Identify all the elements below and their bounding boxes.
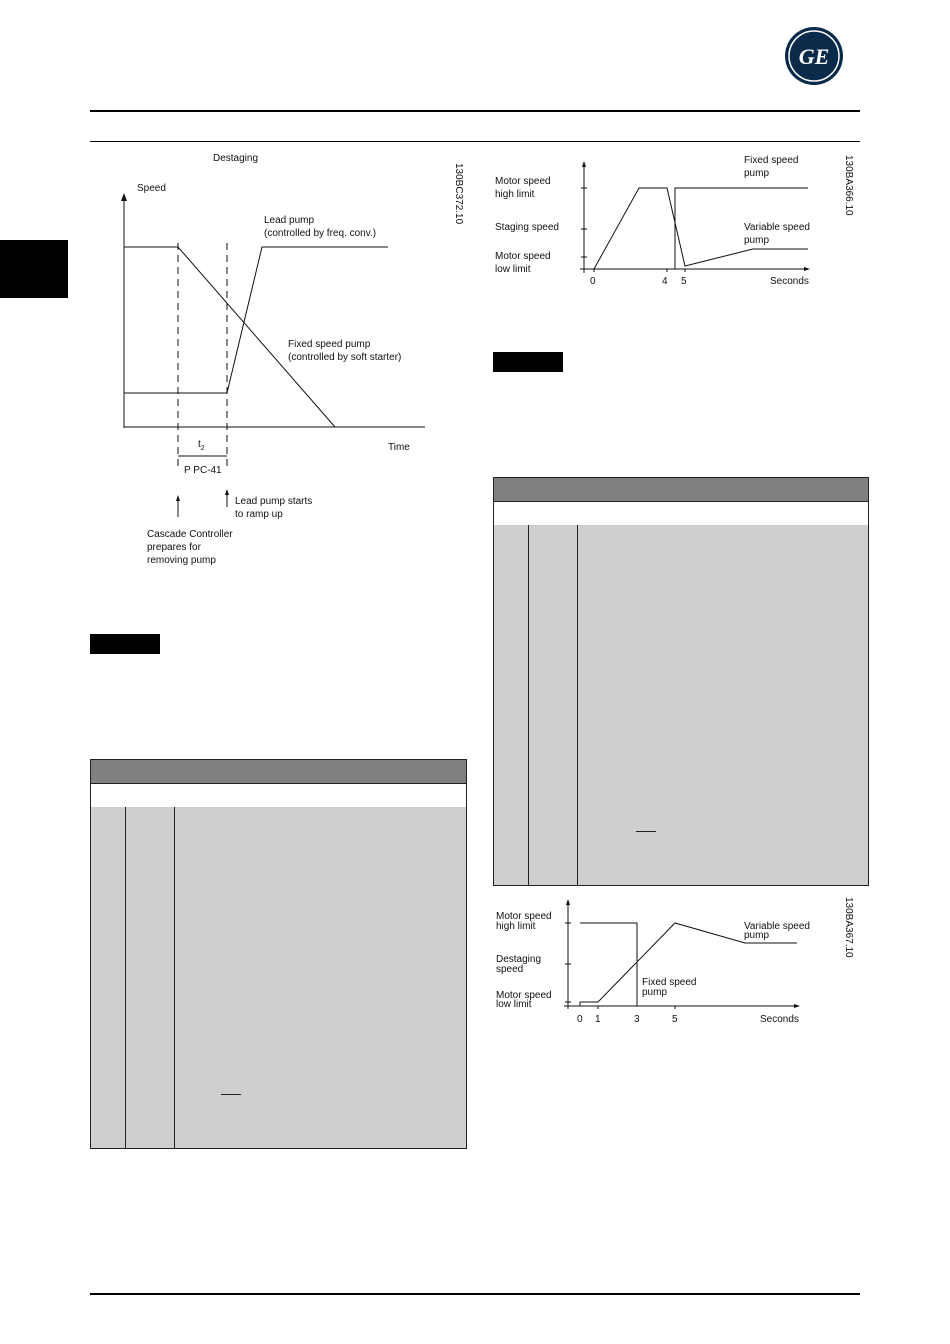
x-unit: Seconds	[760, 1014, 799, 1025]
fixed-speed-pump-line	[580, 923, 637, 1006]
y-label-destaging-1: Destaging	[496, 954, 542, 965]
note-bar-left	[90, 634, 160, 654]
destaging-speed-figure	[490, 893, 860, 1033]
header-rule-thin	[90, 141, 860, 142]
y-label-low-1: Motor speed	[496, 990, 552, 1001]
y-label-high-1: Motor speed	[496, 911, 552, 922]
destaging-figure	[90, 145, 470, 575]
figure-code: 130BA367.10	[843, 897, 854, 958]
variable-label-2: pump	[744, 235, 770, 246]
lead-pump-label-1: Lead pump	[264, 215, 315, 226]
fixed-label-1: Fixed speed	[744, 155, 799, 166]
y-label-high-2: high limit	[495, 189, 535, 200]
cascade-label-1: Cascade Controller	[147, 529, 233, 540]
fixed-speed-pump-line	[124, 247, 335, 427]
logo-text: GE	[798, 44, 830, 69]
y-label-low-2: low limit	[496, 999, 532, 1010]
x-tick-4: 4	[662, 276, 668, 287]
x-tick-1: 1	[595, 1014, 601, 1025]
fixed-label-1: Fixed speed	[642, 977, 697, 988]
fixed-label-2: pump	[642, 987, 668, 998]
t2-label: $t_2$	[198, 439, 205, 452]
x-tick-0: 0	[577, 1014, 583, 1025]
figure-code: 130BC372.10	[453, 163, 464, 225]
header-rule	[90, 110, 860, 112]
staging-figure	[490, 145, 860, 295]
y-label-low-2: low limit	[495, 264, 531, 275]
x-unit: Seconds	[770, 276, 809, 287]
param-label: P PC-41	[184, 465, 222, 476]
x-tick-0: 0	[590, 276, 596, 287]
chapter-tab	[0, 240, 68, 298]
y-label-destaging-2: speed	[496, 964, 524, 975]
parameter-table-left	[90, 759, 467, 1149]
footer-rule	[90, 1293, 860, 1295]
y-label-low-1: Motor speed	[495, 251, 551, 262]
variable-label-1: Variable speed	[744, 222, 810, 233]
table-header	[494, 478, 868, 501]
parameter-table-right	[493, 477, 869, 886]
table-column-divider	[174, 807, 175, 1148]
table-body	[91, 807, 466, 1148]
table-column-divider	[577, 525, 578, 885]
fixed-label-2: pump	[744, 168, 770, 179]
speed-axis-label: Speed	[137, 183, 166, 194]
y-label-staging: Staging speed	[495, 222, 559, 233]
cascade-label-3: removing pump	[147, 555, 216, 566]
x-tick-3: 3	[634, 1014, 640, 1025]
table-column-divider	[125, 807, 126, 1148]
y-axis-arrow	[121, 193, 127, 201]
ge-logo	[784, 26, 844, 86]
lead-pump-line	[124, 247, 388, 393]
figure-code: 130BA366.10	[843, 155, 854, 216]
table-body	[494, 525, 868, 885]
table-header	[91, 760, 466, 783]
table-subheader	[91, 783, 466, 809]
note-bar-right	[493, 352, 563, 372]
lead-starts-label-1: Lead pump starts	[235, 496, 313, 507]
time-axis-label: Time	[388, 442, 410, 453]
lead-starts-label-2: to ramp up	[235, 509, 283, 520]
y-label-high-1: Motor speed	[495, 176, 551, 187]
variable-label-2: pump	[744, 930, 770, 941]
x-tick-5: 5	[681, 276, 687, 287]
table-subheader	[494, 501, 868, 527]
lead-pump-label-2: (controlled by freq. conv.)	[264, 228, 377, 239]
variable-label-1: Variable speed	[744, 921, 810, 932]
y-label-high-2: high limit	[496, 921, 536, 932]
fixed-pump-label-1: Fixed speed pump	[288, 339, 371, 350]
x-tick-5: 5	[672, 1014, 678, 1025]
fixed-pump-label-2: (controlled by soft starter)	[288, 352, 402, 363]
cascade-label-2: prepares for	[147, 542, 201, 553]
table-column-divider	[528, 525, 529, 885]
destaging-title: Destaging	[213, 153, 259, 164]
